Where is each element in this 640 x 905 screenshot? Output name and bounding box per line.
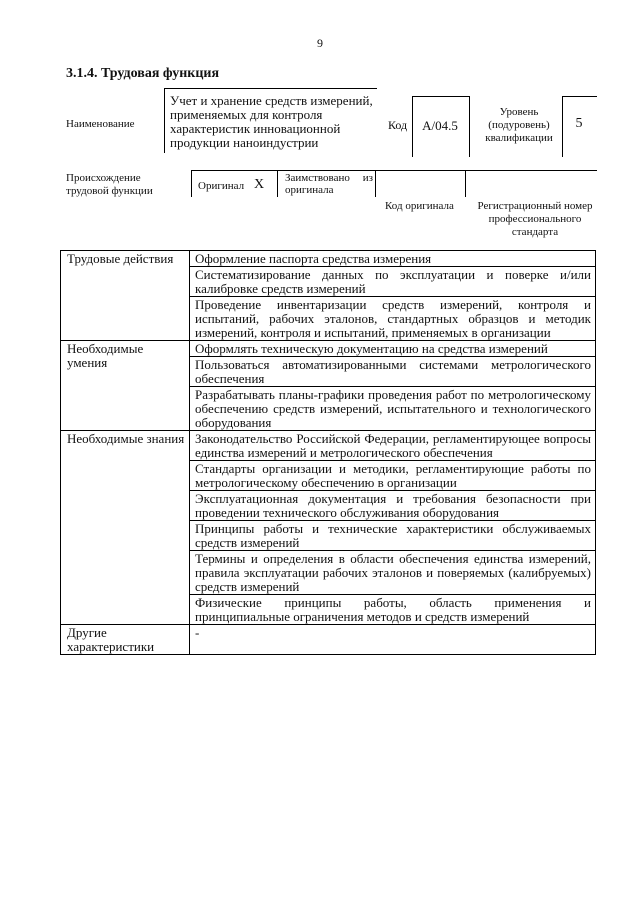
table-row: [61, 341, 596, 357]
table-cell: Термины и определения в области обеспечения единства измерений, правила эксплуатации рабочих эталонов и поверяемых (калибруемых) средств измерений: [190, 551, 596, 595]
table-cell: Физические принципы работы, область применения и принципиальные ограничения методов и средств измерений: [190, 595, 596, 625]
code-original-label: Код оригинала: [385, 200, 454, 212]
original-label: Оригинал: [198, 180, 245, 192]
table-cell: Оформление паспорта средства измерения: [190, 251, 596, 267]
table-cell: Пользоваться автоматизированными системами метрологического обеспечения: [190, 357, 596, 387]
table-row: [61, 251, 596, 267]
table-cell: Разрабатывать планы-графики проведения работ по метрологическому обеспечению средств измерений, испытательного и технологического оборудования: [190, 387, 596, 431]
table-row: [61, 431, 596, 461]
code-value: A/04.5: [422, 118, 458, 133]
borrowed-label: Заимствовано из оригинала: [285, 172, 373, 196]
table-cell: Систематизирование данных по эксплуатации и поверке и/или калибровке средств измерений: [190, 267, 596, 297]
name-label: Наименование: [66, 118, 135, 130]
page-number: 9: [317, 36, 323, 50]
table-cell: -: [190, 625, 596, 655]
code-label: Код: [388, 118, 408, 132]
function-details-table: [60, 250, 596, 655]
table-cell: Эксплуатационная документация и требования безопасности при проведении технического обслуживания оборудования: [190, 491, 596, 521]
level-label: Уровень (подуровень) квалификации: [485, 106, 553, 144]
table-row: [61, 625, 596, 655]
origin-label: Происхождение трудовой функции: [66, 172, 153, 197]
table-cell: Законодательство Российской Федерации, регламентирующее вопросы единства измерений и метрологического обеспечения: [190, 431, 596, 461]
reg-number-cell: [465, 170, 597, 197]
table-cell: Оформлять техническую документацию на средства измерений: [190, 341, 596, 357]
table-cell: Стандарты организации и методики, регламентирующие работы по метрологическому обеспечению в организации: [190, 461, 596, 491]
reg-number-label: Регистрационный номер профессионального стандарта: [477, 200, 593, 238]
function-name: Учет и хранение средств измерений, применяемых для контроля характеристик инновационной продукции наноиндустрии: [170, 93, 373, 150]
code-original-cell: [375, 170, 466, 197]
knowledge-label: Необходимые знания: [61, 431, 190, 625]
level-value: 5: [575, 116, 583, 131]
table-cell: Принципы работы и технические характеристики обслуживаемых средств измерений: [190, 521, 596, 551]
labor-actions-label: Трудовые действия: [61, 251, 190, 341]
section-title: 3.1.4. Трудовая функция: [66, 66, 220, 81]
table-cell: Проведение инвентаризации средств измерений, контроля и испытаний, рабочих эталонов, стандартных образцов и методик измерений, контроля и испытаний, применяемых в организации: [190, 297, 596, 341]
other-label: Другие характеристики: [61, 625, 190, 655]
original-mark: X: [254, 177, 265, 192]
skills-label: Необходимые умения: [61, 341, 190, 431]
